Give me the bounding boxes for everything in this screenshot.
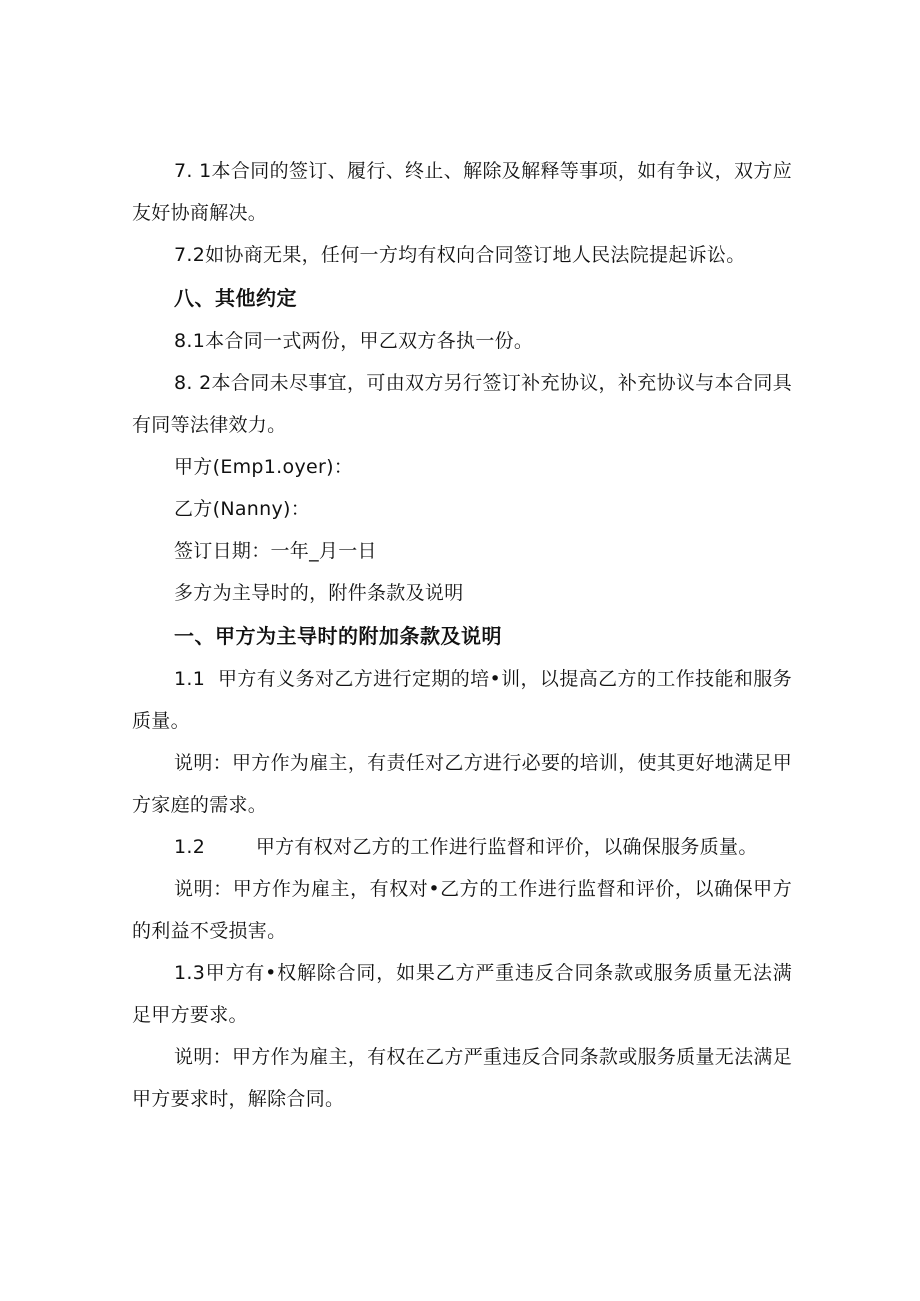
party-b-signature-line: 乙方(Nanny)：	[174, 498, 311, 520]
clause-7-1: 7. 1本合同的签订、履行、终止、解除及解释等事项，如有争议，双方应友好协商解决。	[132, 160, 792, 224]
appendix-clause-1-2: 1.2 甲方有权对乙方的工作进行监督和评价，以确保服务质量。	[174, 836, 758, 858]
clause-8-2: 8. 2本合同未尽事宜，可由双方另行签订补充协议，补充协议与本合同具有同等法律效力。	[132, 372, 792, 436]
section-heading-8: 八、其他约定	[174, 286, 297, 310]
appendix-note-1-1: 说明：甲方作为雇主，有责任对乙方进行必要的培训，使其更好地满足甲方家庭的需求。	[132, 752, 792, 816]
appendix-intro: 多方为主导时的，附件条款及说明	[174, 582, 464, 604]
document-body	[132, 150, 792, 1120]
appendix-heading-1: 一、甲方为主导时的附加条款及说明	[174, 624, 502, 648]
appendix-clause-1-3: 1.3甲方有•权解除合同，如果乙方严重违反合同条款或服务质量无法满足甲方要求。	[132, 962, 792, 1026]
appendix-note-1-3: 说明：甲方作为雇主，有权在乙方严重违反合同条款或服务质量无法满足甲方要求时，解除合同。	[132, 1046, 792, 1110]
appendix-clause-1-1: 1.1 甲方有义务对乙方进行定期的培•训，以提高乙方的工作技能和服务质量。	[132, 668, 792, 732]
appendix-note-1-2: 说明：甲方作为雇主，有权对•乙方的工作进行监督和评价，以确保甲方的利益不受损害。	[132, 878, 792, 942]
sign-date-line: 签订日期：一年_月一日	[174, 540, 377, 562]
party-a-signature-line: 甲方(Emp1.oyer)：	[174, 456, 354, 478]
clause-7-2: 7.2如协商无果，任何一方均有权向合同签订地人民法院提起诉讼。	[174, 244, 746, 266]
clause-8-1: 8.1本合同一式两份，甲乙双方各执一份。	[174, 330, 534, 352]
